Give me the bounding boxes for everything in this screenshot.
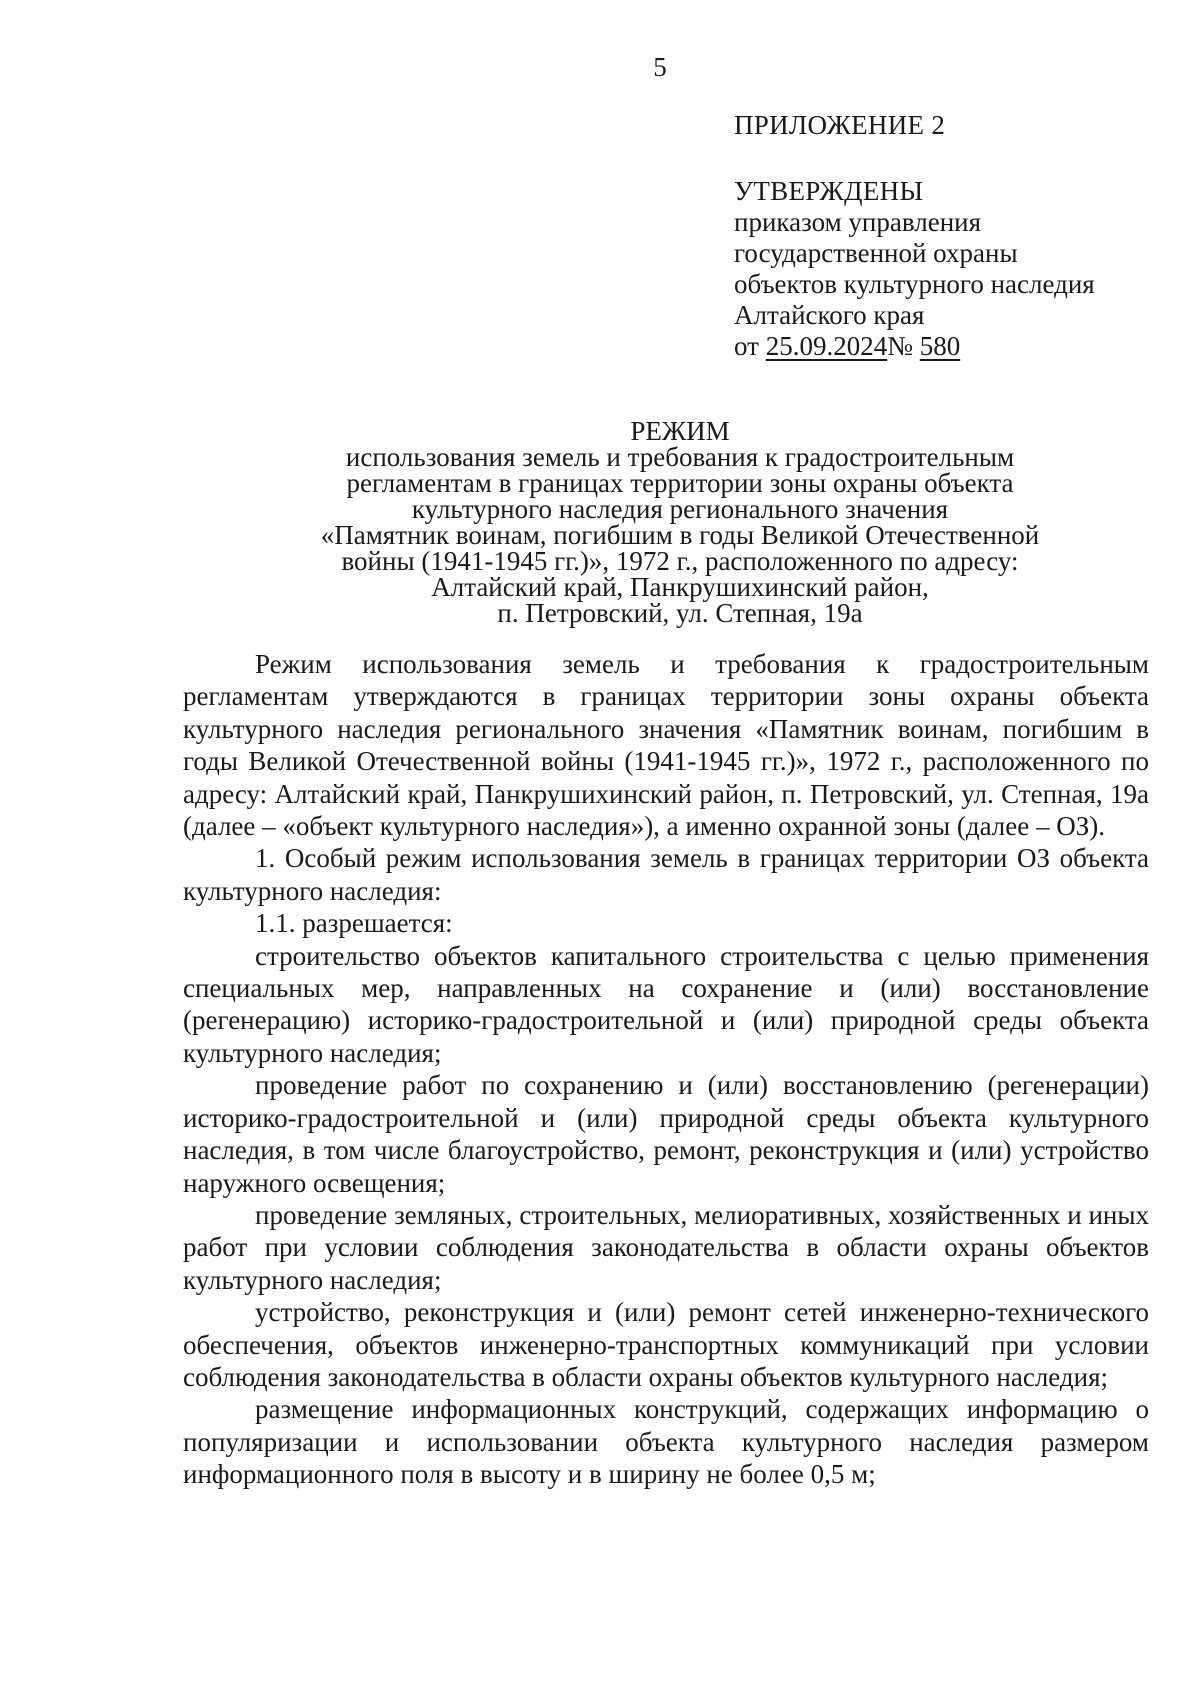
document-title — [230, 418, 1130, 626]
paragraph-section-1-1: 1.1. разрешается: — [255, 908, 453, 939]
title-line: Алтайский край, Панкрушихинский район, — [431, 572, 929, 602]
title-line: войны (1941-1945 гг.)», 1972 г., расположенного по адресу: — [341, 546, 1019, 576]
order-date: 25.09.2024 — [765, 331, 888, 361]
paragraph-item: размещение информационных конструкций, содержащих информацию о популяризации и использовании объекта культурного наследия размером информационного поля в высоту и в ширину не более 0,5 м; — [183, 1394, 1149, 1490]
order-line: государственной охраны — [734, 238, 1018, 268]
order-date-line — [734, 331, 1095, 362]
title-line: культурного наследия регионального значения — [411, 494, 949, 524]
paragraph-item: проведение земляных, строительных, мелиоративных, хозяйственных и иных работ при условии соблюдения законодательства в области охраны объектов культурного наследия; — [183, 1199, 1149, 1295]
approved-label: УТВЕРЖДЕНЫ — [734, 176, 924, 206]
title-line: «Памятник воинам, погибшим в годы Великой Отечественной — [320, 520, 1040, 550]
paragraph-item: строительство объектов капитального строительства с целью применения специальных мер, направленных на сохранение и (или) восстановление (регенерацию) историко-градостроительной и (или) природной среды объекта культурного наследия; — [183, 940, 1149, 1068]
title-heading: РЕЖИМ — [630, 416, 730, 446]
title-line: регламентам в границах территории зоны охраны объекта — [346, 468, 1014, 498]
document-body — [183, 648, 1149, 1491]
order-number: 580 — [919, 331, 961, 361]
page-number: 5 — [653, 52, 667, 82]
approval-block — [734, 176, 1095, 362]
paragraph-item: устройство, реконструкция и (или) ремонт сетей инженерно-технического обеспечения, объектов инженерно-транспортных коммуникаций при условии соблюдения законодательства в области охраны объектов культурного наследия; — [183, 1297, 1149, 1392]
title-line: использования земель и требования к градостроительным — [345, 442, 1015, 472]
title-line: п. Петровский, ул. Степная, 19а — [497, 598, 863, 628]
order-line: Алтайского края — [734, 300, 925, 330]
paragraph-item: проведение работ по сохранению и (или) восстановлению (регенерации) историко-градостроительной и (или) природной среды объекта культурного наследия, в том числе благоустройство, ремонт, реконструкция и (или) устройство наружного освещения; — [183, 1070, 1149, 1198]
order-line: приказом управления — [734, 207, 982, 237]
appendix-label: ПРИЛОЖЕНИЕ 2 — [734, 110, 946, 140]
order-date-prefix: от — [734, 331, 759, 361]
order-line: объектов культурного наследия — [734, 269, 1095, 299]
paragraph-intro: Режим использования земель и требования к градостроительным регламентам утверждаются в границах территории зоны охраны объекта культурного наследия регионального значения «Памятник воинам, погибшим в годы Великой Отечественной войны (1941-1945 гг.)», 1972 г., расположенного по адресу: Алтайский край, Панкрушихинский район, п. Петровский, ул. Степная, 19а (далее – «объект культурного наследия»), а именно охранной зоны (далее – ОЗ). — [183, 649, 1149, 842]
order-number-sign: № — [887, 331, 913, 361]
paragraph-section-1: 1. Особый режим использования земель в границах территории ОЗ объекта культурного наследия: — [183, 843, 1149, 906]
